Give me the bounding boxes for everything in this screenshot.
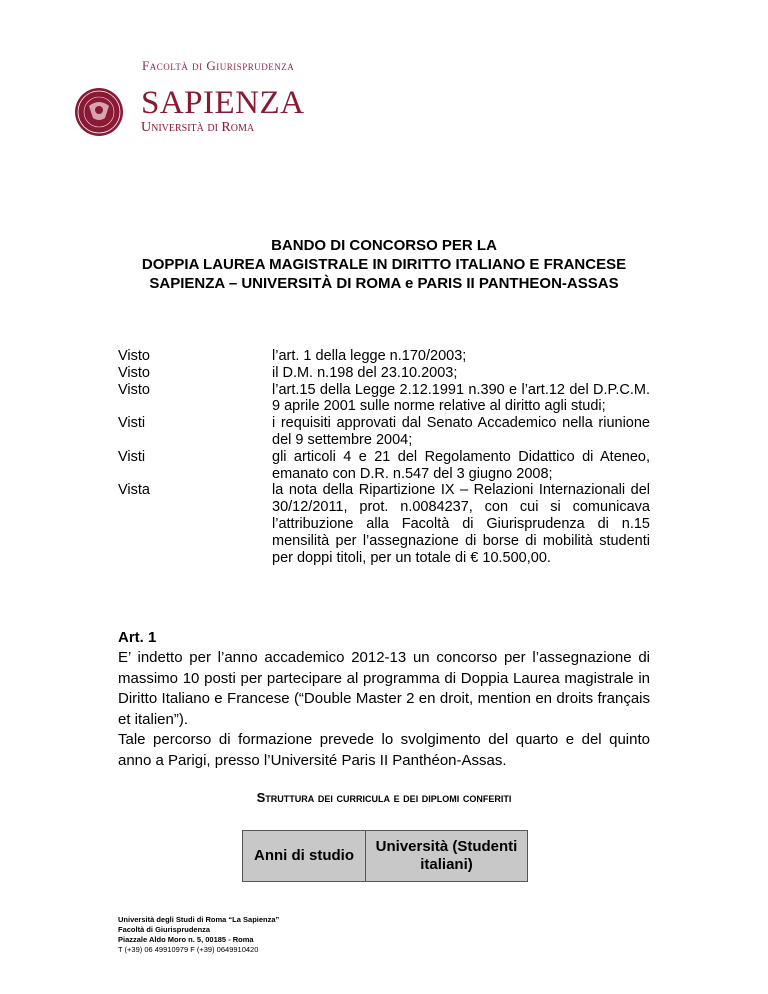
article-1 (118, 628, 650, 771)
brand-name: SAPIENZA (141, 85, 305, 121)
preamble-item (118, 415, 650, 449)
title-line: BANDO DI CONCORSO PER LA (271, 237, 497, 254)
preamble-text: l’art.15 della Legge 2.12.1991 n.390 e l’art.12 del D.P.C.M. 9 aprile 2001 sulle norme relative al diritto agli studi; (272, 381, 650, 415)
title-line: SAPIENZA – UNIVERSITÀ DI ROMA e PARIS II PANTHEON-ASSAS (149, 275, 619, 292)
preamble-label: Visto (118, 381, 150, 398)
faculty-name: Facoltà di Giurisprudenza (142, 58, 295, 73)
article-paragraph: Tale percorso di formazione prevede lo svolgimento del quarto e del quinto anno a Parigi, presso l’Université Paris II Panthéon-Assas. (118, 731, 650, 769)
curricula-table (242, 830, 528, 882)
preamble-item (118, 482, 650, 566)
title-line: DOPPIA LAUREA MAGISTRALE IN DIRITTO ITALIANO E FRANCESE (141, 256, 627, 273)
preamble-label: Visti (118, 448, 146, 465)
preamble-item (118, 449, 650, 483)
preamble-item (118, 348, 650, 365)
article-heading: Art. 1 (118, 629, 157, 646)
preamble-item (118, 365, 650, 382)
brand-subtitle: Università di Roma (141, 120, 255, 135)
table-header-cell: Anni di studio (243, 831, 366, 882)
footer-address (118, 915, 279, 955)
sapienza-seal-logo (75, 88, 123, 136)
preamble-text: i requisiti approvati dal Senato Accademico nella riunione del 9 settembre 2004; (272, 415, 650, 448)
preamble-label: Visti (118, 415, 146, 432)
preamble-label: Visto (118, 348, 150, 364)
preamble-label: Vista (118, 482, 150, 499)
footer-line: Piazzale Aldo Moro n. 5, 00185 - Roma (118, 935, 254, 944)
document-title (0, 236, 768, 293)
sapienza-logo (141, 85, 305, 136)
preamble-text: la nota della Ripartizione IX – Relazioni Internazionali del 30/12/2011, prot. n.0084237, con cui si comunicava l’attribuzione alla Facoltà di Giurisprudenza di n.15 mensilità per l’assegnazione di borse di mobilità studenti per doppi titoli, per un totale di € 10.500,00. (272, 482, 650, 566)
section-heading: Struttura dei curricula e dei diplomi conferiti (256, 790, 512, 805)
footer-line: Università degli Studi di Roma “La Sapienza” (118, 915, 280, 924)
table-header-cell: Università (Studenti italiani) (366, 831, 528, 882)
preamble-text: il D.M. n.198 del 23.10.2003; (272, 364, 458, 381)
footer-line: T (+39) 06 49910979 F (+39) 0649910420 (118, 945, 259, 954)
preamble-text: gli articoli 4 e 21 del Regolamento Didattico di Ateneo, emanato con D.R. n.547 del 3 giugno 2008; (272, 448, 650, 482)
footer-line: Facoltà di Giurisprudenza (118, 925, 211, 934)
article-paragraph: E’ indetto per l’anno accademico 2012-13 un concorso per l’assegnazione di massimo 10 posti per partecipare al programma di Doppia Laurea magistrale in Diritto Italiano e Francese (“Double Master 2 en droit, mention en droits français et italien”). (118, 649, 650, 728)
preamble-item (118, 382, 650, 416)
preamble-label: Visto (118, 364, 150, 381)
preamble-text: l’art. 1 della legge n.170/2003; (272, 348, 467, 364)
preamble (118, 348, 650, 566)
